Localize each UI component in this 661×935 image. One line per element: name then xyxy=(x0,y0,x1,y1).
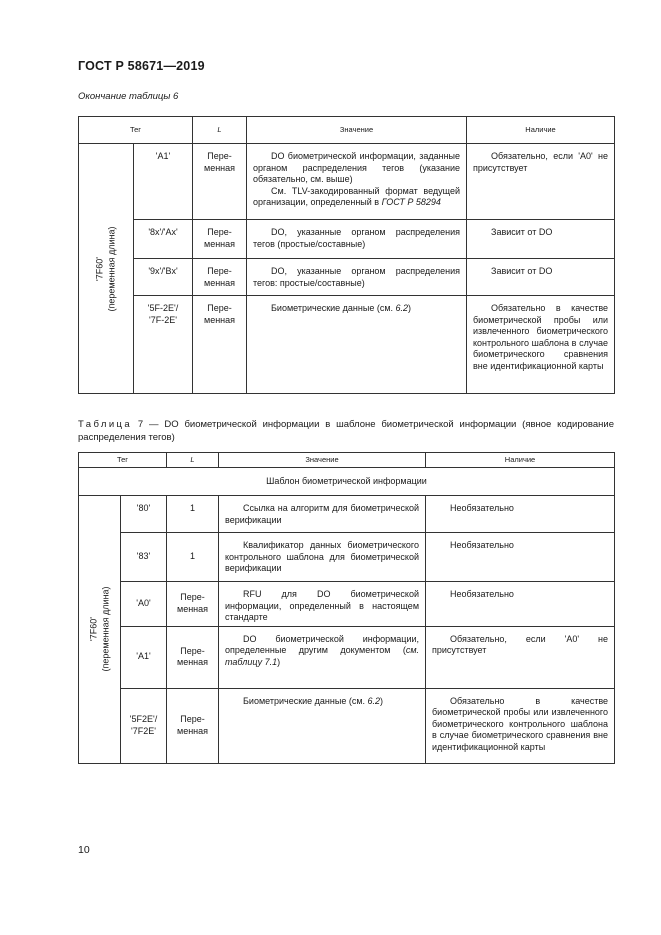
table7-col-len: L xyxy=(167,453,219,468)
table-row xyxy=(79,259,615,296)
table7-group-tag-cell xyxy=(79,496,121,764)
group-tag-label: '7F60' (переменная длина) xyxy=(94,226,116,311)
presence-cell: Зависит от DO xyxy=(467,220,615,259)
table6-header-row xyxy=(79,117,615,144)
value-cell: DO биометрической информации, заданные органом распределения тегов (указание обязательно, см. выше) См. TLV-закодированный формат ведущей организации, определенный в ГОСТ Р 58294 xyxy=(247,144,467,220)
section-title: Шаблон биометрической информации xyxy=(79,468,615,496)
tag-cell: '5F2E'/ '7F2E' xyxy=(121,688,167,763)
presence-cell: Необязательно xyxy=(426,496,615,533)
table7-col-tag: Тег xyxy=(79,453,167,468)
table6-col-tag: Тег xyxy=(79,117,193,144)
value-cell: DO биометрической информации, определенные другим документом (см. таблицу 7.1) xyxy=(219,626,426,688)
table7-caption: Таблица 7 — DO биометрической информации в шаблоне биометрической информации (явное кодирование распределения тегов) xyxy=(78,419,614,443)
presence-cell: Зависит от DO xyxy=(467,259,615,296)
table6-col-len: L xyxy=(193,117,247,144)
presence-cell: Обязательно, если 'A0' не присутствует xyxy=(467,144,615,220)
table7-header-row xyxy=(79,453,615,468)
length-cell: Пере- менная xyxy=(167,582,219,627)
group-tag-label: '7F60' (переменная длина) xyxy=(88,586,110,672)
presence-cell: Обязательно в качестве биометрической пробы или извлеченного биометрического контрольного шаблона в случае биометрического сравнения вне идентификационной карты xyxy=(467,296,615,394)
table6-group-tag-cell xyxy=(79,144,134,394)
table-row xyxy=(79,582,615,627)
table6-caption: Окончание таблицы 6 xyxy=(78,91,179,102)
table6-col-presence: Наличие xyxy=(467,117,615,144)
tag-cell: '8x'/'Ax' xyxy=(134,220,193,259)
tag-cell: '80' xyxy=(121,496,167,533)
length-cell: Пере- менная xyxy=(193,296,247,394)
table-6 xyxy=(78,116,615,394)
tag-cell: 'A1' xyxy=(121,626,167,688)
tag-cell: 'A0' xyxy=(121,582,167,627)
length-cell: Пере- менная xyxy=(167,626,219,688)
table-row xyxy=(79,688,615,763)
length-cell: Пере- менная xyxy=(167,688,219,763)
value-cell: DO, указанные органом распределения тегов: простые/составные) xyxy=(247,259,467,296)
presence-cell: Необязательно xyxy=(426,582,615,627)
table-7 xyxy=(78,452,615,764)
table-row xyxy=(79,220,615,259)
value-cell: Ссылка на алгоритм для биометрической верификации xyxy=(219,496,426,533)
table-row xyxy=(79,144,615,220)
table6-col-value: Значение xyxy=(247,117,467,144)
table-row xyxy=(79,296,615,394)
value-cell: DO, указанные органом распределения тегов (простые/составные) xyxy=(247,220,467,259)
table-row xyxy=(79,626,615,688)
table-row xyxy=(79,496,615,533)
tag-cell: '83' xyxy=(121,533,167,582)
presence-cell: Обязательно в качестве биометрической пробы или извлеченного биометрического контрольного шаблона в случае биометрического сравнения вне идентификационной карты xyxy=(426,688,615,763)
length-cell: Пере- менная xyxy=(193,220,247,259)
tag-cell: '5F-2E'/ '7F-2E' xyxy=(134,296,193,394)
table7-section-row xyxy=(79,468,615,496)
table-row xyxy=(79,533,615,582)
value-cell: Биометрические данные (см. 6.2) xyxy=(219,688,426,763)
table7-col-presence: Наличие xyxy=(426,453,615,468)
length-cell: Пере- менная xyxy=(193,259,247,296)
presence-cell: Обязательно, если 'A0' не присутствует xyxy=(426,626,615,688)
tag-cell: '9x'/'Bx' xyxy=(134,259,193,296)
value-cell: Биометрические данные (см. 6.2) xyxy=(247,296,467,394)
length-cell: 1 xyxy=(167,533,219,582)
tag-cell: 'A1' xyxy=(134,144,193,220)
presence-cell: Необязательно xyxy=(426,533,615,582)
value-cell: Квалификатор данных биометрического контрольного шаблона для биометрической верификации xyxy=(219,533,426,582)
table7-col-value: Значение xyxy=(219,453,426,468)
page-number: 10 xyxy=(78,844,90,856)
value-cell: RFU для DO биометрической информации, определенный в настоящем стандарте xyxy=(219,582,426,627)
document-header: ГОСТ Р 58671—2019 xyxy=(78,59,205,73)
length-cell: Пере- менная xyxy=(193,144,247,220)
length-cell: 1 xyxy=(167,496,219,533)
